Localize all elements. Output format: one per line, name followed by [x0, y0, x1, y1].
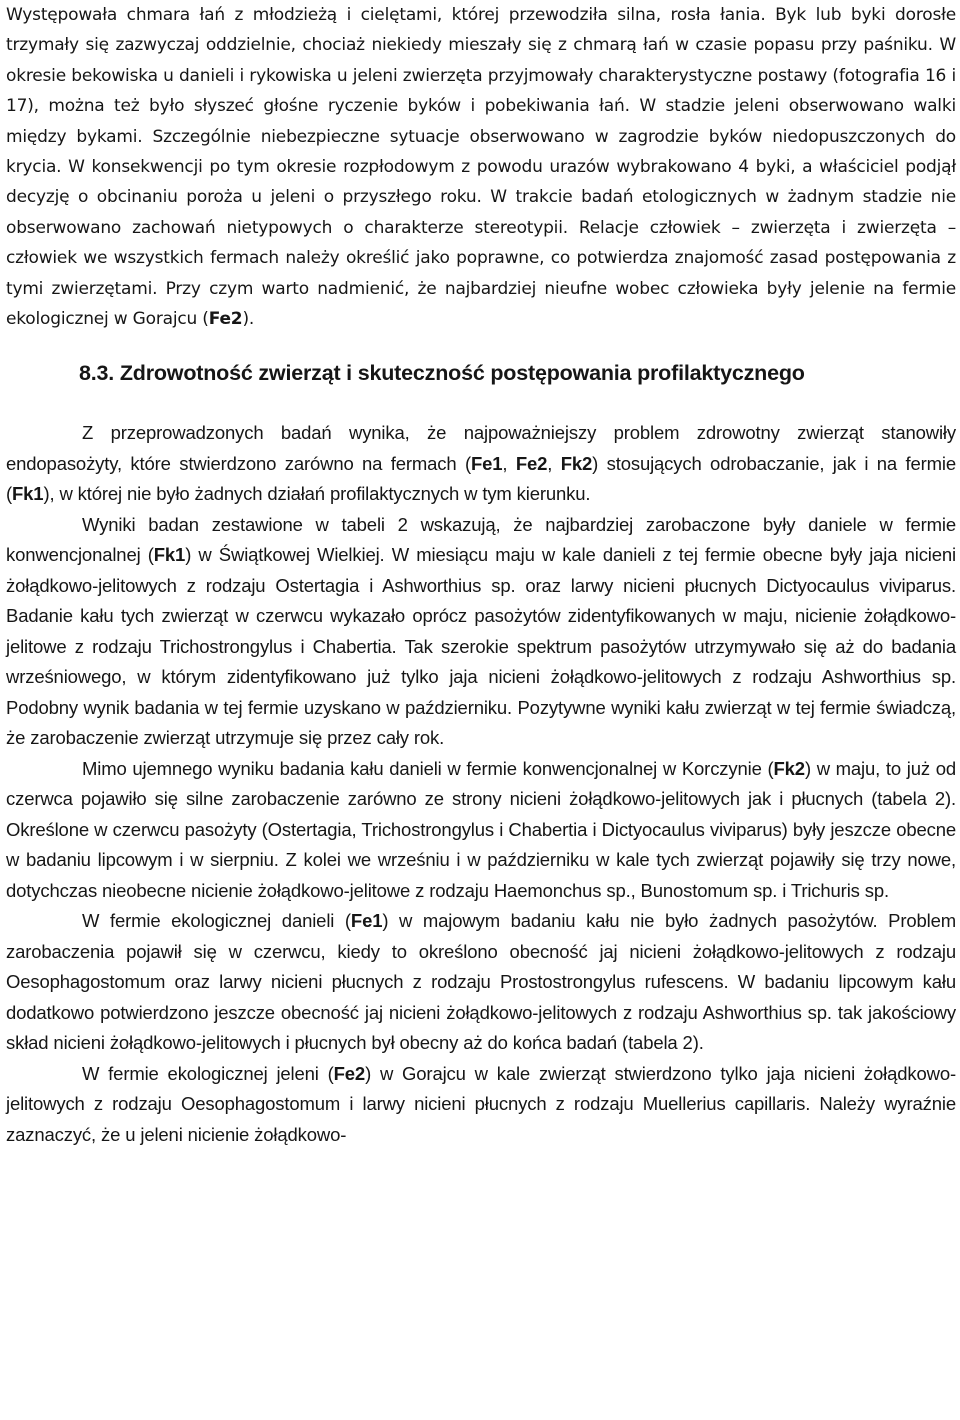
text-run: , — [502, 452, 516, 474]
text-run: Występowała chmara łań z młodzieżą i cielętami, której przewodziła silna, rosła łania. Byk lub byki dorosłe trzymały się zazwyczaj oddzielnie, chociaż niekiedy mieszały się z chmarą łań w czasie popasu przy paśniku. W okresie bekowiska u danieli i rykowiska u jeleni zwierzęta przyjmowały charakterystyczne postawy (fotografia 16 i 17), można też było słyszeć głośne ryczenie byków i pobekiwania łań. W stadzie jeleni obserwowano walki między bykami. Szczególnie niebezpieczne sytuacje obserwowano w zagrodzie byków niedopuszczonych do krycia. W konsekwencji po tym okresie rozpłodowym z powodu urazów wybrakowano 4 byki, a właściciel podjął decyzję o obcinaniu poroża u jeleni o przyszłego roku. W trakcie badań etologicznych w żadnym stadzie nie obserwowano zachowań nietypowych o charakterze stereotypii. Relacje człowiek – zwierzęta i zwierzęta – człowiek we wszystkich fermach należy określić jako poprawne, co potwierdza znajomość zasad postępowania z tymi zwierzętami. Przy czym warto nadmienić, że najbardziej nieufne wobec człowieka były jelenie na fermie ekologicznej w Gorajcu ( — [6, 5, 956, 330]
text-run: , — [547, 452, 561, 474]
farm-code: Fe1 — [470, 452, 503, 474]
farm-code: Fk2 — [773, 757, 805, 779]
text-run: ) w Gorajcu w kale zwierząt stwierdzono tylko jaja nicieni żołądkowo-jelitowych z rodzaju Oesophagostomum i larwy nicieni płucnych z rodzaju Muellerius capillaris. Należy wyraźnie zaznaczyć, że u jeleni nicienie żołądkowo- — [6, 1062, 956, 1145]
farm-code: Fe2 — [515, 452, 548, 474]
text-run: ), w której nie było żadnych działań profilaktycznych w tym kierunku. — [43, 483, 591, 505]
text-run: Wyniki badan zestawione w tabeli 2 wskazują, że najbardziej zarobaczone były daniele w fermie konwencjonalnej ( — [6, 513, 956, 566]
text-run: W fermie ekologicznej jeleni ( — [82, 1062, 334, 1084]
body-paragraph — [6, 754, 956, 907]
text-run: ) w Świątkowej Wielkiej. W miesiącu maju w kale danieli z tej fermie obecne były jaja nicieni żołądkowo-jelitowych z rodzaju Ostertagia i Ashworthius sp. oraz larwy nicieni płucnych Dictyocaulus viviparus. Badanie kału tych zwierząt w czerwcu wykazało oprócz pasożytów zidentyfikowanych w maju, nicienie żołądkowo-jelitowe z rodzaju Trichostrongylus i Chabertia. Tak szerokie spektrum pasożytów utrzymywało się aż do badania wrześniowego, w którym zidentyfikowano już tylko jaja nicieni żołądkowo-jelitowych z rodzaju Ashworthius sp. Podobny wynik badania w tej fermie uzyskano w październiku. Pozytywne wyniki kału zwierząt w tej fermie świadczą, że zarobaczenie zwierząt utrzymuje się przez cały rok. — [6, 544, 956, 749]
farm-code: Fk1 — [153, 544, 186, 566]
body-paragraph — [6, 418, 956, 510]
intro-paragraph — [6, 0, 956, 334]
text-run: W fermie ekologicznej danieli ( — [82, 910, 351, 932]
body-paragraph — [6, 906, 956, 1059]
text-run: ) stosujących odrobaczanie, jak i na fermie ( — [6, 452, 957, 505]
text-run: Z przeprowadzonych badań wynika, że najpoważniejszy problem zdrowotny zwierząt stanowiły endopasożyty, które stwierdzono zarówno na fermach ( — [6, 422, 956, 474]
farm-code: Fk1 — [12, 483, 44, 505]
section-heading: 8.3. Zdrowotność zwierząt i skuteczność postępowania profilaktycznego — [79, 361, 805, 386]
text-run: ). — [242, 309, 255, 330]
text-run: ) w majowym badaniu kału nie było żadnych pasożytów. Problem zarobaczenia pojawił się w czerwcu, kiedy to określono obecność jaj nicieni żołądkowo-jelitowych z rodzaju Oesophagostomum oraz larwy nicieni płucnych z rodzaju Prostostrongylus rufescens. W badaniu lipcowym kału dodatkowo potwierdzono jeszcze obecność jaj nicieni żołądkowo-jelitowych z rodzaju Ashworthius sp. tak jakościowy skład nicieni żołądkowo-jelitowych i płucnych był obecny aż do końca badań (tabela 2). — [6, 910, 957, 1054]
body-paragraph — [6, 510, 956, 754]
body-paragraph — [6, 1059, 956, 1151]
farm-code: Fe2 — [208, 309, 243, 330]
farm-code: Fe2 — [333, 1062, 366, 1084]
farm-code: Fk2 — [560, 452, 593, 474]
text-run: ) w maju, to już od czerwca pojawiło się silne zarobaczenie zarówno ze strony nicieni żołądkowo-jelitowych jak i płucnych (tabela 2). Określone w czerwcu pasożyty (Ostertagia, Trichostrongylus i Chabertia i Dictyocaulus viviparus) były jeszcze obecne w badaniu lipcowym i w sierpniu. Z kolei we wrześniu i w październiku w kale tych zwierząt pojawiły się trzy nowe, dotychczas nieobecne nicienie żołądkowo-jelitowe z rodzaju Haemonchus sp., Bunostomum sp. i Trichuris sp. — [6, 757, 957, 901]
farm-code: Fe1 — [350, 910, 383, 932]
text-run: Mimo ujemnego wyniku badania kału danieli w fermie konwencjonalnej w Korczynie ( — [82, 757, 774, 779]
